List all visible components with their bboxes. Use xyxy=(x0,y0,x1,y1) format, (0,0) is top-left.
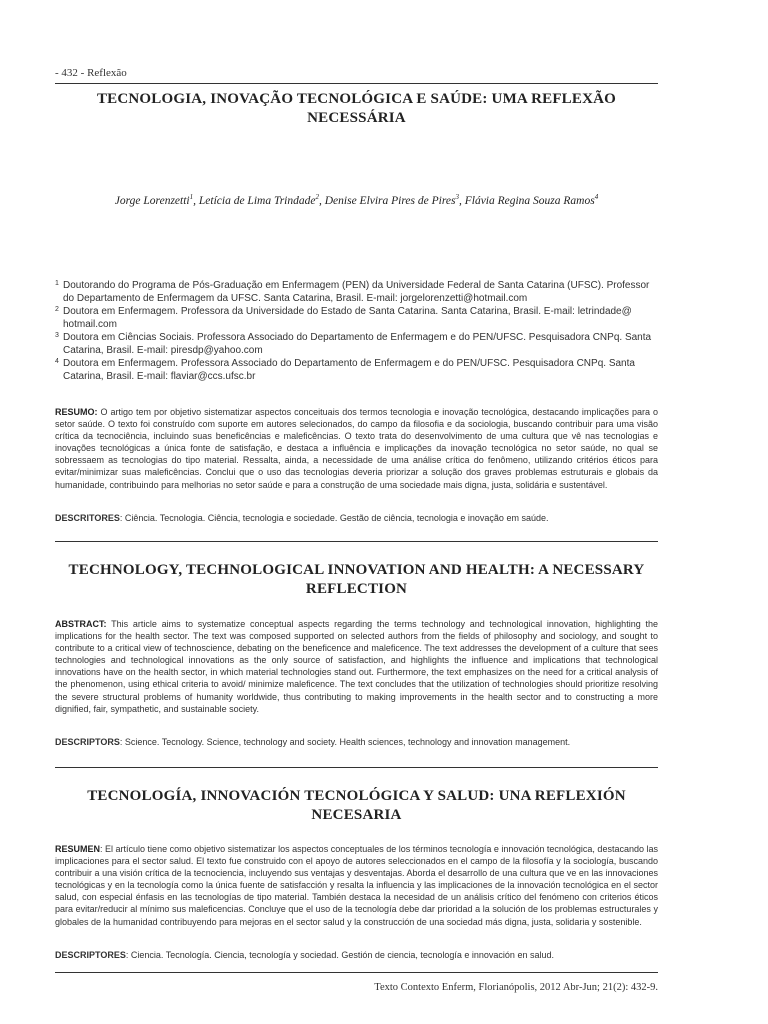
affiliation-num: 2 xyxy=(55,306,59,313)
resumo-label: RESUMO: xyxy=(55,407,98,417)
descritores-label: DESCRITORES xyxy=(55,513,120,523)
affiliation-text: Doutorando do Programa de Pós-Graduação em Enfermagem (PEN) da Universidade Federal de Santa Catarina (UFSC). Professor do Departamento de Enfermagem da UFSC. Santa Catarina, Brasil. E-mail: jorgelorenzetti@hotmail.com xyxy=(63,280,650,304)
author-name: Jorge Lorenzetti xyxy=(114,194,190,207)
resumo-paragraph xyxy=(55,406,658,491)
affiliation-num: 1 xyxy=(55,280,59,287)
affiliation-item xyxy=(55,357,658,383)
affiliations xyxy=(55,279,658,383)
title-portuguese: TECNOLOGIA, INOVAÇÃO TECNOLÓGICA E SAÚDE: UMA REFLEXÃO NECESSÁRIA xyxy=(96,91,617,126)
journal-citation: Texto Contexto Enferm, Florianópolis, 2012 Abr-Jun; 21(2): 432-9. xyxy=(374,982,658,993)
abstract-label: ABSTRACT: xyxy=(55,619,107,629)
author-sup: 3 xyxy=(455,193,459,201)
descriptores-line xyxy=(55,949,658,961)
affiliation-item xyxy=(55,305,658,331)
author-list: Jorge Lorenzetti$^1$, Letícia de Lima Trindade$^2$, Denise Elvira Pires de Pires$^3$, Flávia Regina Souza Ramos$^4$ xyxy=(114,193,599,207)
descriptores-text: : Ciencia. Tecnología. Ciencia, tecnología y sociedad. Gestión de ciencia, tecnología e innovación en salud. xyxy=(125,950,554,960)
descriptors-line xyxy=(55,736,658,748)
abstract-paragraph xyxy=(55,618,658,715)
section-rule xyxy=(55,767,658,768)
resumen-text: : El artículo tiene como objetivo sistematizar los aspectos conceptuales de los términos tecnología e innovación tecnológica, destacando las implicaciones para el sector salud. El texto fue construido con el apoyo de autores seleccionados en el campo de la filosofía y la sociología, buscando contribuir a una visión crítica de la tecnociencia, incluyendo sus ventajas y desventajas. Aborda el desarrollo de una cultura que ve en las innovaciones tecnológicas y en la tecnología como la única fuente de satisfacción y resalta la influencia y las implicaciones de la innovación tecnológica en el sector salud, con especial énfasis en las tecnologías de tipo material. También destaca la necesidad de un análisis crítico del fenómeno con criterios éticos para evitar/reducir al mínimo sus maleficencias. Concluye que el uso de la tecnología debe dar prioridad a la solución de los problemas estructurales y globales de la humanidad contribuyendo para mejoras en el sector salud y la construcción de una sociedad más digna, justa, solidaria y sostenible. xyxy=(55,844,658,927)
descriptors-label: DESCRIPTORS xyxy=(55,737,120,747)
author-sup: 1 xyxy=(189,193,194,201)
author-sup: 4 xyxy=(594,193,599,201)
affiliation-item xyxy=(55,279,658,305)
resumen-label: RESUMEN xyxy=(55,844,101,854)
descritores-line xyxy=(55,512,658,524)
affiliation-text: Doutora em Ciências Sociais. Professora Associado do Departamento de Enfermagem e do PEN/UFSC. Pesquisadora CNPq. Santa Catarina, Brasil. E-mail: piresdp@yahoo.com xyxy=(63,332,652,356)
affiliation-text: Doutora em Enfermagem. Professora Associado do Departamento de Enfermagem e do PEN/UFSC. Pesquisadora CNPq. Santa Catarina, Brasil. E-mail: flaviar@ccs.ufsc.br xyxy=(63,358,635,382)
title-spanish: TECNOLOGÍA, INNOVACIÓN TECNOLÓGICA Y SALUD: UNA REFLEXIÓN NECESARIA xyxy=(87,788,626,823)
article-page xyxy=(55,0,658,1024)
descriptores-label: DESCRIPTORES xyxy=(55,950,126,960)
header-rule xyxy=(55,83,658,84)
resumo-text: O artigo tem por objetivo sistematizar aspectos conceituais dos termos tecnologia e inovação tecnológica, destacando implicações para o setor saúde. O texto foi construído com suporte em autores selecionados, do campo da filosofia e da sociologia, buscando contribuir para uma visão crítica da tecnociência, incluindo suas beneficências e maleficências. O texto trata do desenvolvimento de uma cultura que vê nas tecnologias e inovações tecnológicas a única fonte de satisfação, e destaca a influência e implicações da inovação tecnológica no setor saúde, no qual se sobressaem as tecnologias do tipo material. Ressalta, ainda, a necessidade de uma análise crítica do fenômeno, utilizando critérios éticos para evitar/minimizar suas maleficências. Conclui que o uso das tecnologias deveria priorizar a solução dos graves problemas estruturais e globais da humanidade, contribuindo para melhorias no setor saúde e para a construção de uma sociedade mais digna, justa, solidária e sustentável. xyxy=(55,407,658,490)
running-head: - 432 - Reflexão xyxy=(55,67,127,79)
author-name: Letícia de Lima Trindade xyxy=(198,194,316,207)
author-name: Flávia Regina Souza Ramos xyxy=(464,194,595,207)
affiliation-text: Doutora em Enfermagem. Professora da Universidade do Estado de Santa Catarina. Santa Catarina, Brasil. E-mail: letrindade@ hotmail.com xyxy=(63,306,632,330)
affiliation-num: 3 xyxy=(55,332,59,339)
footer-rule xyxy=(55,972,658,973)
author-sup: 2 xyxy=(315,193,319,201)
affiliation-item xyxy=(55,331,658,357)
author-name: Denise Elvira Pires de Pires xyxy=(324,194,456,207)
descriptors-text: : Science. Tecnology. Science, technology and society. Health sciences, technology and innovation management. xyxy=(119,737,571,747)
affiliation-num: 4 xyxy=(55,358,59,365)
descritores-text: : Ciência. Tecnologia. Ciência, tecnologia e sociedade. Gestão de ciência, tecnologia e inovação em saúde. xyxy=(119,513,549,523)
section-rule xyxy=(55,541,658,542)
resumen-paragraph xyxy=(55,843,658,928)
abstract-text: This article aims to systematize conceptual aspects regarding the terms technology and technological innovation, highlighting the implications for the health sector. The text was composed supported on selected authors from the fields of philosophy and sociology, and sought to contribute to a critical view of technoscience, debating on the beneficence and maleficence. The text addresses the development of a culture that sees technologies and technological innovations as the only source of satisfaction, and highlights the influence and implications that technological innovations have on the health sector, in which material technologies stand out. Furthermore, the text emphasizes on the need for a critical analysis of the phenomenon, using ethical criteria to avoid/ minimize maleficence. The text concludes that the utilization of technologies should prioritize resolving the severe structural problems of humanity worldwide, thus contributing to making improvements in the health sector and to constructing a more dignified, fair, sympathetic, and sustainable society. xyxy=(55,619,658,714)
title-english: TECHNOLOGY, TECHNOLOGICAL INNOVATION AND HEALTH: A NECESSARY REFLECTION xyxy=(68,562,645,597)
